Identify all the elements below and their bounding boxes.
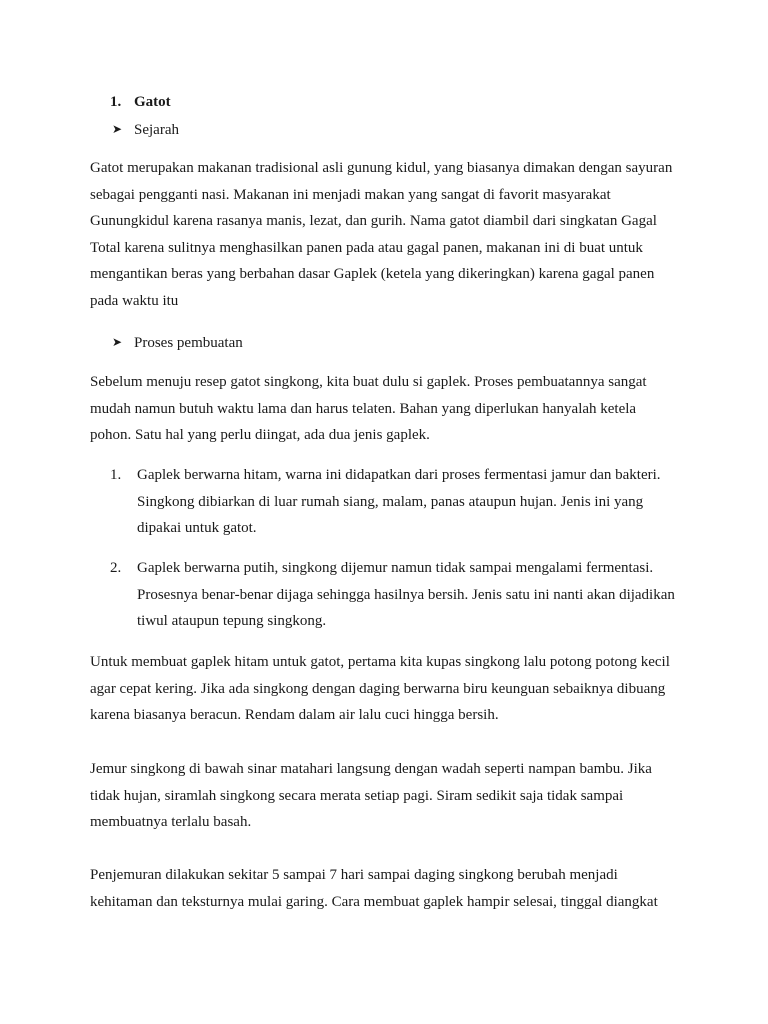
paragraph-penjemuran [90, 862, 690, 915]
paragraph-line: Gatot merupakan makanan tradisional asli gunung kidul, yang biasanya dimakan dengan sayuran [90, 160, 673, 176]
heading-number: 1. [110, 94, 122, 110]
subsection-label: Proses pembuatan [134, 335, 243, 351]
paragraph-line: kehitaman dan teksturnya mulai garing. Cara membuat gaplek hampir selesai, tinggal diangkat [90, 893, 658, 910]
section-heading [110, 92, 171, 112]
paragraph-line: membuatnya terlalu basah. [90, 814, 252, 831]
arrow-bullet-icon: ➤ [112, 335, 123, 349]
list-item-line: Prosesnya benar-benar dijaga sehingga hasilnya bersih. Jenis satu ini nanti akan dijadikan [137, 586, 675, 603]
paragraph-line: mengantikan beras yang berbahan dasar Gaplek (ketela yang dikeringkan) karena gagal panen [90, 266, 655, 283]
paragraph-sejarah [90, 155, 690, 315]
paragraph-line: tidak hujan, siramlah singkong secara merata setiap pagi. Siram sedikit saja tidak sampai [90, 787, 624, 804]
paragraph-line: Untuk membuat gaplek hitam untuk gatot, pertama kita kupas singkong lalu potong potong kecil [90, 654, 670, 670]
list-item-number: 2. [110, 560, 122, 576]
list-item-line: tiwul ataupun tepung singkong. [137, 613, 327, 630]
subsection-label: Sejarah [134, 122, 179, 138]
list-item-line: Gaplek berwarna hitam, warna ini didapatkan dari proses fermentasi jamur dan bakteri. [137, 467, 661, 483]
paragraph-line: Sebelum menuju resep gatot singkong, kita buat dulu si gaplek. Proses pembuatannya sangat [90, 374, 647, 390]
paragraph-line: pohon. Satu hal yang perlu diingat, ada dua jenis gaplek. [90, 427, 430, 444]
list-item [110, 462, 690, 542]
paragraph-jemur [90, 756, 690, 836]
paragraph-line: agar cepat kering. Jika ada singkong dengan daging berwarna biru keunguan sebaiknya dibuang [90, 680, 666, 697]
list-item [110, 555, 690, 635]
heading-title: Gatot [134, 94, 171, 110]
subsection-sejarah [112, 119, 179, 140]
paragraph-line: sebagai pengganti nasi. Makanan ini menjadi makan yang sangat di favorit masyarakat [90, 186, 611, 203]
paragraph-line: mudah namun butuh waktu lama dan harus telaten. Bahan yang diperlukan hanyalah ketela [90, 400, 637, 417]
paragraph-line: pada waktu itu [90, 292, 179, 309]
paragraph-line: karena biasanya beracun. Rendam dalam air lalu cuci hingga bersih. [90, 707, 499, 724]
paragraph-line: Gunungkidul karena rasanya manis, lezat, dan gurih. Nama gatot diambil dari singkatan Gagal [90, 213, 657, 230]
paragraph-gaplek-hitam [90, 649, 690, 729]
list-item-line: Gaplek berwarna putih, singkong dijemur namun tidak sampai mengalami fermentasi. [137, 560, 654, 576]
paragraph-line: Jemur singkong di bawah sinar matahari langsung dengan wadah seperti nampan bambu. Jika [90, 761, 652, 777]
paragraph-intro [90, 369, 690, 449]
list-item-number: 1. [110, 467, 122, 483]
paragraph-line: Total karena sulitnya menghasilkan panen pada atau gagal panen, makanan ini di buat untuk [90, 239, 643, 256]
subsection-proses-pembuatan [112, 332, 243, 353]
paragraph-line: Penjemuran dilakukan sekitar 5 sampai 7 hari sampai daging singkong berubah menjadi [90, 867, 618, 883]
arrow-bullet-icon: ➤ [112, 122, 123, 136]
list-item-line: Singkong dibiarkan di luar rumah siang, malam, panas ataupun hujan. Jenis ini yang [137, 493, 644, 510]
list-item-line: dipakai untuk gatot. [137, 520, 257, 537]
